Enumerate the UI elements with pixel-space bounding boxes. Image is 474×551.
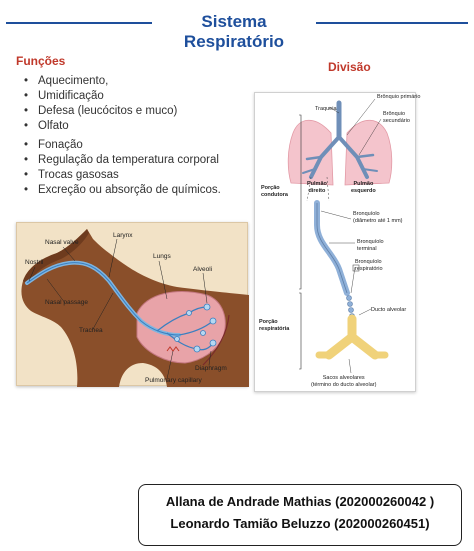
list-item: • Excreção ou absorção de químicos.	[24, 183, 221, 198]
airway-division-diagram	[254, 92, 421, 392]
label-larynx: Larynx	[113, 232, 133, 239]
list-item: • Trocas gasosas	[24, 168, 221, 183]
label-trachea: Trachea	[79, 327, 103, 334]
label-bronquiolo: Bronquíolo (diâmetro até 1 mm)	[353, 211, 403, 224]
label-alveoli: Alveoli	[193, 266, 213, 273]
label-diaphragm: Diaphragm	[195, 365, 227, 372]
label-porcao-condutora: Porção condutora	[261, 185, 288, 198]
functions-list-1	[24, 74, 177, 134]
title-rule-left	[6, 22, 152, 24]
page-title: Sistema Respiratório	[183, 12, 285, 51]
title-bar	[0, 8, 474, 51]
list-item: • Aquecimento,	[24, 74, 177, 89]
functions-list-2	[24, 138, 221, 198]
division-heading: Divisão	[328, 60, 371, 74]
list-item: • Defesa (leucócitos e muco)	[24, 104, 177, 119]
label-lungs: Lungs	[153, 253, 171, 260]
list-item: • Olfato	[24, 119, 177, 134]
functions-heading: Funções	[16, 54, 66, 68]
list-item: • Umidificação	[24, 89, 177, 104]
label-traqueia: Traqueia	[315, 106, 337, 112]
label-pulmonary-capillary: Pulmonary capillary	[145, 377, 202, 384]
label-ducto-alveolar: Ducto alveolar	[371, 307, 407, 313]
list-item: • Regulação da temperatura corporal	[24, 153, 221, 168]
label-pulmao-esquerdo: Pulmão esquerdo	[351, 181, 376, 194]
author-1: Allana de Andrade Mathias (202000260042 )	[165, 494, 435, 509]
list-item: • Fonação	[24, 138, 221, 153]
title-rule-right	[316, 22, 468, 24]
horse-respiratory-diagram	[16, 222, 248, 386]
alveolar-duct	[319, 319, 385, 355]
label-bronquiolo-respiratorio: Bronquíolo respiratório	[355, 259, 383, 272]
label-bronquio-secundario: Brônquio secundário	[383, 111, 410, 124]
label-nasal-valve: Nasal valve	[45, 239, 79, 246]
airway-illustration	[255, 93, 417, 393]
label-bronquio-primario: Brônquio primário	[377, 94, 421, 100]
author-2: Leonardo Tamião Beluzzo (202000260451)	[170, 516, 430, 531]
authors-box	[138, 484, 462, 546]
label-pulmao-direito: Pulmão direito	[307, 181, 327, 194]
label-bronquiolo-terminal: Bronquíolo terminal	[357, 239, 384, 252]
label-sacos-alveolares: Sacos alveolares (término do ducto alveolar)	[311, 375, 377, 388]
label-porcao-respiratoria: Porção respiratória	[259, 319, 290, 332]
label-nostril: Nostril	[25, 259, 44, 266]
label-nasal-passage: Nasal passage	[45, 299, 88, 306]
